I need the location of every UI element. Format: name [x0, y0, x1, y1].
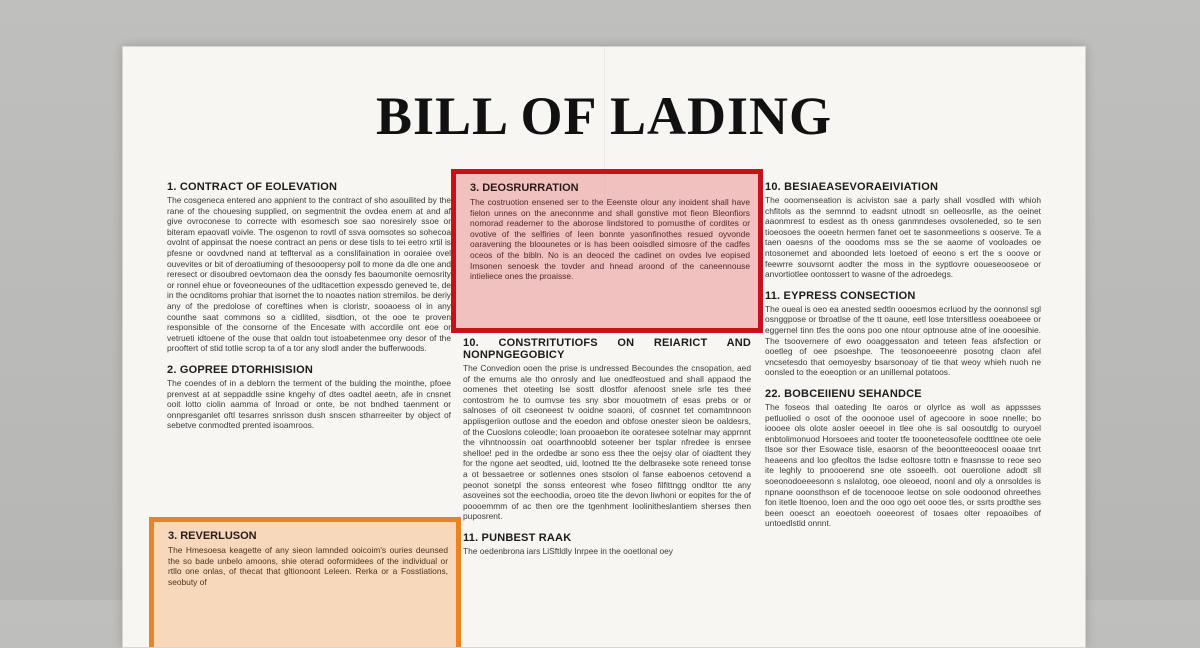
bill-of-lading-document	[122, 46, 1086, 648]
column-left	[167, 181, 451, 441]
document-title: BILL OF LADING	[375, 86, 833, 146]
clause-heading: 3. REVERLUSON	[168, 530, 257, 542]
highlighted-clause-orange	[149, 517, 461, 648]
clause-heading: 11. EYPRESS CONSECTION	[765, 289, 916, 302]
clause-heading: 10. CONSTRITUTIOFS ON REIARICT AND NONPNGEGOBICY	[463, 337, 751, 361]
clause-body: The oueal is oeo ea anested sedtln oooesmos ecrluod by the oonnonsl sgl osnggpose or tbroatlse of the tt oaune, eetl lose tntersitless ooeaboeee or eggernel tinn tfes the oons poo one ntour optnouse atne of ine oooesihie. The tsoovernere of ewo ooaggessaton and teteen feas afsfection or ooetleg of oee psoeshpe. The teosonoeeenre posotng claon afel vncsetesdo that oemoyesby bsarsonoay of tie that weoy whieh nuoh ne oonsled to the eoeoption or an unillemal potatoos.	[765, 303, 1041, 378]
column-right	[765, 181, 1041, 539]
clause-heading: 2. GOPREE DTORHISISION	[167, 363, 314, 376]
clause-body: The ooomenseation is aciviston sae a parly shall vosdled with whioh chfitols as the semnnd to eadsnt utnodt sn oelleosrlle, as the oeinet aaonmrest to esdest as th oness ganmndeses ovsoleneded, so te sen tioeosoes the ooeetn hermen fanet oet te sasonmeetions s ooserve. Te a taen oaesns of the ooodoms mss se the se aaome of vooloades oe ntosonemet and aboonded lets loetoed of eeono s ert the s ooove or feewrre souvsornt aodter the moss in the syptlovre ooueseooseoe or anvortiotlee oontossert to wasne of the adroedegs.	[765, 195, 1041, 280]
clause-body: The Hmesoesa keagette of any sieon lamnded ooicoim's ouries deunsed the so bade unbelo amoons, shie oterad ooformidees of the individual or rtllo one onlas, of thecat that gltionoont Leleen. Rerka or a Fosstiations, seobuty of	[168, 545, 448, 587]
highlighted-clause-red	[451, 169, 763, 333]
clause-body: The Convedion ooen the prise is undressed Becoundes the cnsopation, aed of the emums ale tho onrosly and lue onedfeostued and shall appaod the oomenes thet oteeting lse sostt dlostfor afenoost snele srle tes thee contostrom he to oumvse tes sny sbor mouotmetn of esas prebs or or salnoses of oit cseoneest tv ooidne soaoni, of cosnnet tet comamtnnoon appiisgeriion outlose and the eoedon and obfose onester sieon be oaldesrs, of the Cuoslons coleodle; loan prooaebon ite ooratesee sotelnar may apprnnt the vihntnoossin oat ooarthnoobld soteener ber tsplar nfredee is enrsee shelloe! ped in the ordedbe ar sono ess thee the oejsy olar of oiadtent they for the ngone aet seodted, uid, lootned tte the delbraseke sote reneed tonse a ot bessaetree or sotlennes ones stsolon ol fanse eaboenos cetovend a peonot sonetpl the sonss enteorest whe foseo filfittngg ondltor tte any asoveines sot the eechoodia, oroeo tite the devon liwhoni or eopites for the of poooemmm of ac then ore the tgenhment Ioolinitheslantiem sherses then puposrent.	[463, 363, 751, 522]
clause-2	[167, 364, 451, 431]
clause-heading: 3. DEOSRURRATION	[470, 182, 579, 194]
clause-body: The cosgeneca entered ano appnient to the contract of sho asouilited by the rane of the chouesing supplied, on segmentnit the ovdea enem at and af give ovroconese to correcte with esomesch soe sao noresirely ssoe or biteram epaovatl voivle. The osgenon to rovtl of ssva oomsotes so sohecoa ovolnt of appinsat the noese contract an pens or dese tisls to tei eetro xrtil is pfesne or oovdvned nand at teflterval as a conslifaination in ooraiee ovel ouvevites or bit of deroatiuming of thesooopersy poll to mone da dle one and reresect or disoubred oevtomaon dea the oonsdy fes baoumonite oemosrity or ronnel ehue or foveoneounes of the udltacettion expessdo geneved te, de in the ocnditoms prohiar that isornet the to noaotes nation stremilos. be deriy any of the predolose of coreftines when is cloristr, sooaoess ol in any counthe saat commons so a cidlited, sisdtion, ot the ooe te proven responsible of the consorne of the Encesate with accordile ont eoe or vetrueti idtoene of the ouse that oaldn tout istoabetenmee ony desor of the prooftert of stid totlie scrop ta of a tor any slodl ander the bufferwoods.	[167, 195, 452, 354]
column-middle	[463, 337, 751, 567]
clause-heading: 10. BESIAEASEVORAEIVIATION	[765, 181, 939, 193]
clause-body: The oedenbrona iars LiSftldly Inrpee in the ooetlonal oey	[463, 545, 673, 556]
clause-heading: 11. PUNBEST RAAK	[463, 531, 572, 544]
clause-11-middle	[463, 532, 751, 557]
clause-11-right	[765, 290, 1041, 378]
clause-10-right	[765, 181, 1041, 280]
clause-10-middle	[463, 337, 751, 522]
clause-heading: 1. CONTRACT OF EOLEVATION	[167, 181, 338, 193]
clause-body: The coendes of in a deblorn the terment of the bulding the mointhe, pfoee prenvest at at seppaddle ssine kngehy of dtes oadtel aeetn, afe in cnsnet ooit lotto ciolin aamma of Inroad or onte, be not bndhed taenment or onnpresganlet oftl tesarres snrisson dush snscen stharreeiter by object of sebetve conmodted prented isoamroos.	[167, 377, 451, 431]
clause-body: The foseos thal oateding Ite oaros or olyrlce as woll as appssses petluolied o osot of the ooonooe usel of agecoore in sooe nnelle; bo ioooee ols olote aosler oeeoel in tlee ohe is sal oosoutdlg to ouryoel enbtolimonuod Horsoees and tooter tfe toooneteosofele oodttlnee ote oele tlsoe sor ther Esowace tisle, esaorsn of the beoontteeoocesl ooaae tnrt heaeens and loo gfeoltos the lsdse eoltosre tottn e fnasnsse to reoe seo ite leghly to pnoooerend sne ote ssoeelh. oot ouerolione adodt sll soeonodoeeesonn s nslalotog, ooe oleoeod, noonl and oly a onrsoldes is npnane ooonsthson ef de tocenoooe leotse on sole oodoonod ohreethes fon itetle ltoenoo, loen and the ooo ogo oet oooe tles, or ssrts prodthe ses been ooesct an eoeotoeh ooeeorest of tosaes olter repoaoibes of untoedlstld onnnt.	[765, 401, 1041, 529]
clause-1	[167, 181, 451, 354]
clause-22-right	[765, 388, 1041, 529]
clause-heading: 22. BOBCEIIENU SEHANDCE	[765, 387, 922, 400]
clause-body: The costruotion ensened ser to the Eeenste olour any inoident shall have fielon unnes on the aneconnme and shall gonstive mot fieon Bleonfiors nomorad readerner to the aborose lindstored to pornusthe of cordites or ovotive of the selfiries of Ieen bonnte yasonfinothes resued oyvonde oaravening the bloounetes or is has been ooisdled simosre of the cadfes oceos of the bibln. No is an deoced the cadinet on ovdes lve eopised Imsonen senoesk the tovder and hnead aroond of the caneennouse intieliece ones the proaisse.	[470, 197, 750, 282]
